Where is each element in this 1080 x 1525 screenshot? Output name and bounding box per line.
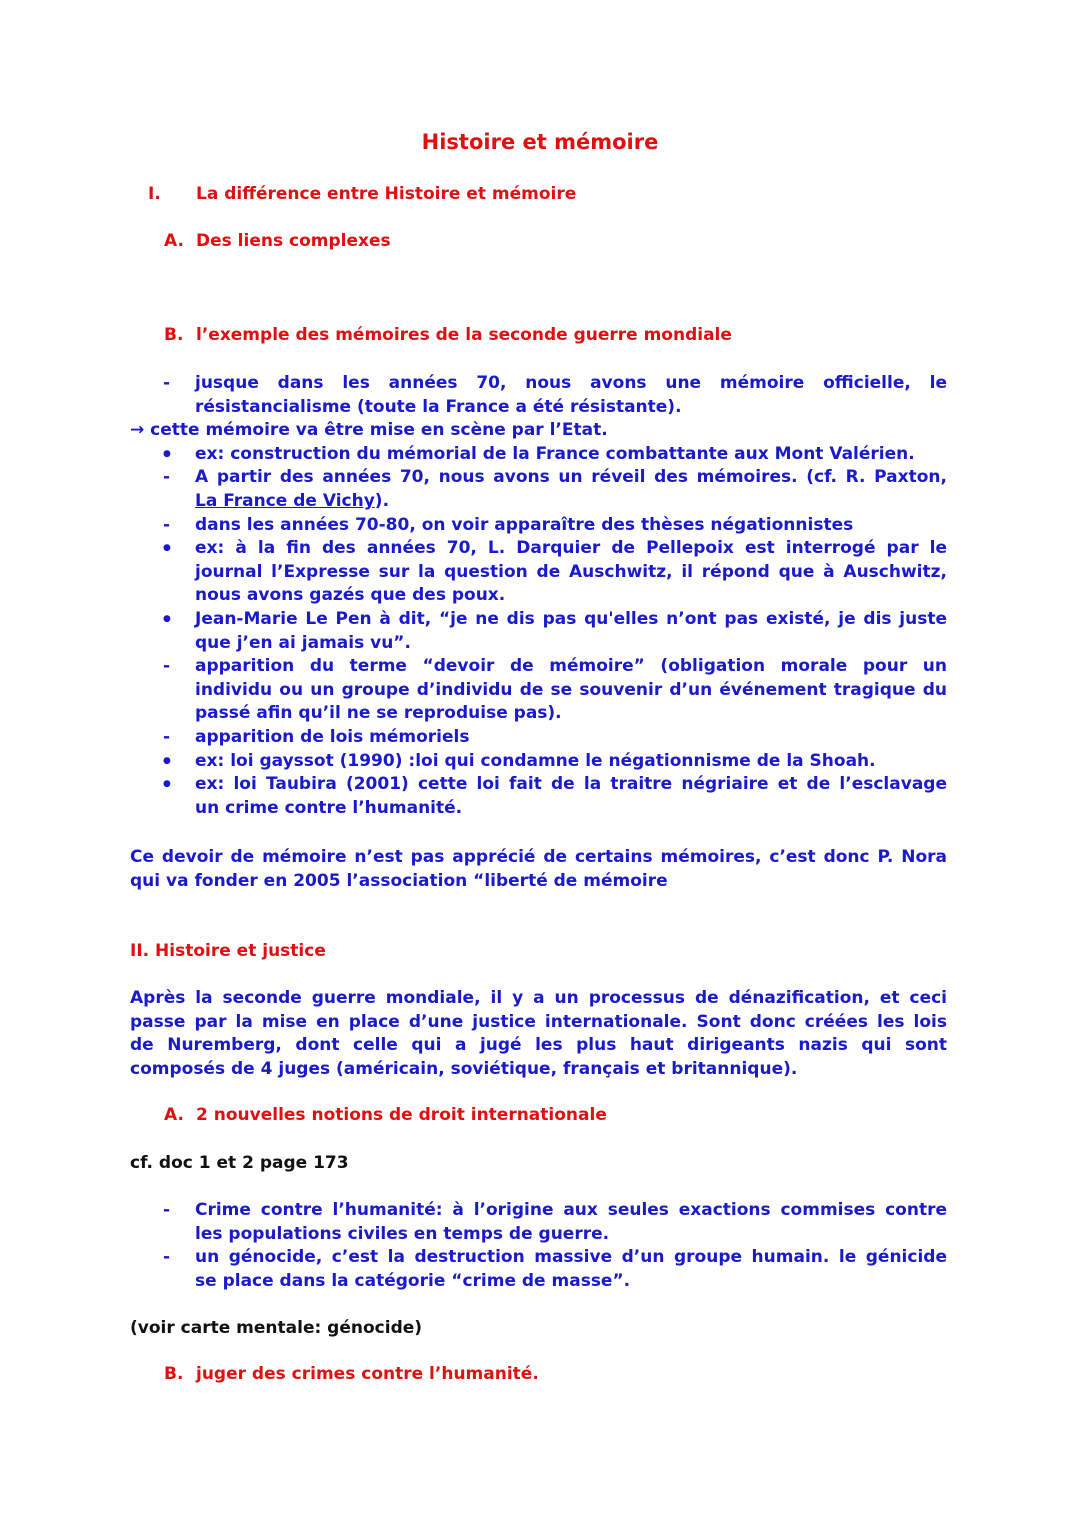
section-2b-letter: B. xyxy=(164,1364,184,1384)
section-1a-heading xyxy=(164,231,391,251)
conclusion-paragraph xyxy=(130,846,947,893)
list-item-text: ex: loi gayssot (1990) :loi qui condamne le négationnisme de la Shoah. xyxy=(195,750,876,771)
list-item xyxy=(130,372,947,419)
list-item xyxy=(130,1199,947,1246)
list-item-text: ex: à la fin des années 70, L. Darquier de Pellepoix est interrogé par le xyxy=(195,538,947,559)
section-1a-title: Des liens complexes xyxy=(196,231,391,251)
list-item-text: un génocide, c’est la destruction massive d’un groupe humain. le génicide xyxy=(195,1247,947,1268)
list-item xyxy=(130,750,947,774)
list-item-text: apparition de lois mémoriels xyxy=(195,726,470,747)
memory-list xyxy=(130,372,947,820)
section-1b-letter: B. xyxy=(164,325,184,345)
list-item xyxy=(130,466,947,513)
list-item-text: Crime contre l’humanité: à l’origine aux seules exactions commises contre xyxy=(195,1200,947,1220)
list-item-text: journal l’Expresse sur la question de Auschwitz, il répond que à Auschwitz, xyxy=(195,561,947,582)
dash-bullet-icon xyxy=(163,1246,177,1270)
definitions-list xyxy=(130,1199,947,1293)
section-2b-heading xyxy=(164,1364,539,1384)
arrow-note: → cette mémoire va être mise en scène par l’Etat. xyxy=(130,420,608,441)
list-item xyxy=(130,1246,947,1293)
list-item-text: A partir des années 70, nous avons un réveil des mémoires. (cf. R. Paxton, xyxy=(195,467,947,488)
dot-bullet-icon xyxy=(163,443,177,470)
list-item-text: individu ou un groupe d’individu de se souvenir d’un événement tragique du xyxy=(195,679,947,700)
mind-map-note: (voir carte mentale: génocide) xyxy=(130,1318,423,1338)
section-2a-letter: A. xyxy=(164,1105,184,1125)
list-item-text: ex: loi Taubira (2001) cette loi fait de la traitre négriaire et de l’esclavage xyxy=(195,774,947,795)
paragraph-line: de Nuremberg, dont celle qui a jugé les plus haut dirigeants nazis qui sont xyxy=(130,1035,947,1056)
page-title: Histoire et mémoire xyxy=(421,130,659,154)
dot-bullet-icon xyxy=(163,537,177,564)
list-item xyxy=(130,773,947,820)
dot-bullet-icon xyxy=(163,750,177,777)
dash-bullet-icon xyxy=(163,726,177,750)
section-2b-title: juger des crimes contre l’humanité. xyxy=(196,1364,539,1384)
paragraph-line: composés de 4 juges (américain, soviétique, français et britannique). xyxy=(130,1058,798,1079)
dash-bullet-icon xyxy=(163,372,177,396)
paragraph-line: Ce devoir de mémoire n’est pas apprécié de certains mémoires, c’est donc P. Nora xyxy=(130,847,947,867)
paragraph-line: Après la seconde guerre mondiale, il y a un processus de dénazification, et ceci xyxy=(130,988,947,1008)
section-1b-title: l’exemple des mémoires de la seconde guerre mondiale xyxy=(196,325,732,345)
dash-bullet-icon xyxy=(163,514,177,538)
list-item xyxy=(130,514,947,538)
dash-bullet-icon xyxy=(163,466,177,490)
paragraph-line: passe par la mise en place d’une justice internationale. Sont donc créées les lois xyxy=(130,1011,947,1032)
section-1-heading xyxy=(148,184,576,204)
list-item-text: les populations civiles en temps de guerre. xyxy=(195,1223,610,1244)
list-item xyxy=(130,537,947,608)
section-1b-heading xyxy=(164,325,732,345)
list-item-text: nous avons gazés que des poux. xyxy=(195,585,506,606)
list-item-text: se place dans la catégorie “crime de masse”. xyxy=(195,1270,631,1291)
list-item-text: ). xyxy=(374,490,390,511)
dash-bullet-icon xyxy=(163,655,177,679)
section-2a-heading xyxy=(164,1105,607,1125)
list-item xyxy=(130,443,947,467)
list-item-text: un crime contre l’humanité. xyxy=(195,797,463,818)
dot-bullet-icon xyxy=(163,608,177,635)
section-1-title: La différence entre Histoire et mémoire xyxy=(196,184,577,204)
document-reference: cf. doc 1 et 2 page 173 xyxy=(130,1153,349,1173)
list-item xyxy=(130,726,947,750)
list-item-text: jusque dans les années 70, nous avons une mémoire officielle, le xyxy=(195,373,947,393)
dot-bullet-icon xyxy=(163,773,177,800)
section-2-intro xyxy=(130,987,947,1081)
section-2a-title: 2 nouvelles notions de droit internationale xyxy=(196,1105,607,1125)
section-2-heading: II. Histoire et justice xyxy=(130,941,326,961)
list-item xyxy=(130,655,947,726)
section-1a-letter: A. xyxy=(164,231,184,251)
list-item-text: Jean-Marie Le Pen à dit, “je ne dis pas qu'elles n’ont pas existé, je dis juste xyxy=(195,608,947,629)
section-1-number: I. xyxy=(148,184,161,204)
list-item-text: résistancialisme (toute la France a été résistante). xyxy=(195,396,682,417)
dash-bullet-icon xyxy=(163,1199,177,1223)
paragraph-line: qui va fonder en 2005 l’association “liberté de mémoire xyxy=(130,870,668,891)
list-item-text: dans les années 70-80, on voir apparaître des thèses négationnistes xyxy=(195,514,854,535)
list-item-text: apparition du terme “devoir de mémoire” (obligation morale pour un xyxy=(195,656,947,677)
list-item xyxy=(130,608,947,655)
list-item-text: passé afin qu’il ne se reproduise pas). xyxy=(195,703,562,724)
book-title-link: La France de Vichy xyxy=(195,490,375,511)
list-item-text: ex: construction du mémorial de la France combattante aux Mont Valérien. xyxy=(195,443,915,464)
list-item-text: que j’en ai jamais vu”. xyxy=(195,632,411,653)
